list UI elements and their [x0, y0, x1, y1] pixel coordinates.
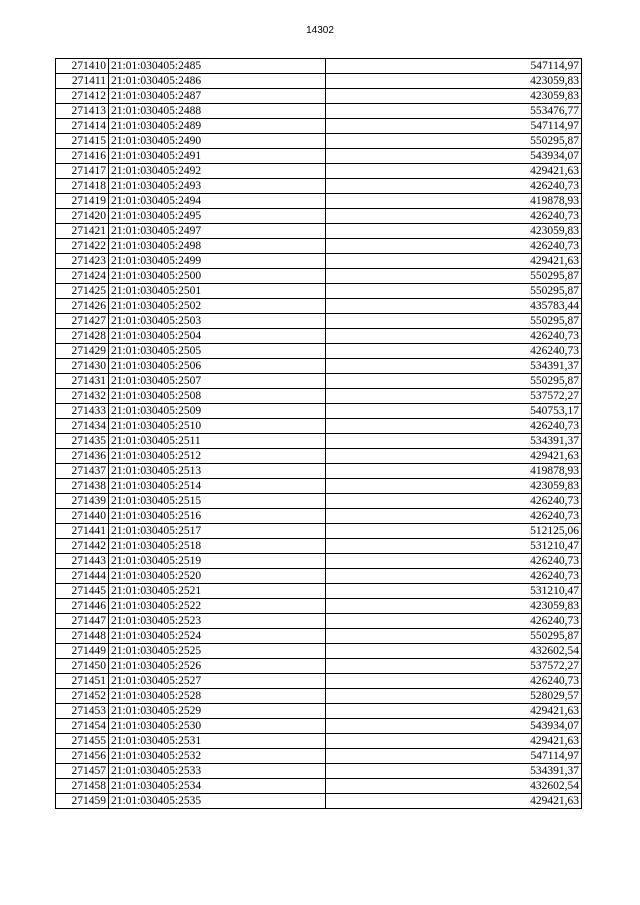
cadastral-number-cell: 21:01:030405:2530: [109, 719, 326, 734]
table-row: [56, 644, 582, 659]
table-row: [56, 89, 582, 104]
cadastral-number-cell: 21:01:030405:2525: [109, 644, 326, 659]
value-cell: 543934,07: [326, 719, 582, 734]
table-row: [56, 329, 582, 344]
table-row: [56, 509, 582, 524]
value-cell: 531210,47: [326, 584, 582, 599]
table-row: [56, 794, 582, 809]
value-cell: 426240,73: [326, 494, 582, 509]
table-row: [56, 434, 582, 449]
row-number-cell: 271455: [56, 734, 109, 749]
cadastral-number-cell: 21:01:030405:2531: [109, 734, 326, 749]
cadastral-number-cell: 21:01:030405:2504: [109, 329, 326, 344]
table-row: [56, 374, 582, 389]
table-row: [56, 344, 582, 359]
cadastral-number-cell: 21:01:030405:2492: [109, 164, 326, 179]
cadastral-number-cell: 21:01:030405:2510: [109, 419, 326, 434]
table-row: [56, 659, 582, 674]
value-cell: 540753,17: [326, 404, 582, 419]
row-number-cell: 271415: [56, 134, 109, 149]
cadastral-number-cell: 21:01:030405:2505: [109, 344, 326, 359]
table-row: [56, 569, 582, 584]
row-number-cell: 271442: [56, 539, 109, 554]
value-cell: 537572,27: [326, 659, 582, 674]
table-row: [56, 389, 582, 404]
table-row: [56, 704, 582, 719]
value-cell: 426240,73: [326, 419, 582, 434]
cadastral-number-cell: 21:01:030405:2522: [109, 599, 326, 614]
cadastral-number-cell: 21:01:030405:2519: [109, 554, 326, 569]
cadastral-number-cell: 21:01:030405:2514: [109, 479, 326, 494]
cadastral-number-cell: 21:01:030405:2491: [109, 149, 326, 164]
table-row: [56, 299, 582, 314]
value-cell: 550295,87: [326, 134, 582, 149]
value-cell: 550295,87: [326, 314, 582, 329]
cadastral-number-cell: 21:01:030405:2533: [109, 764, 326, 779]
row-number-cell: 271410: [56, 59, 109, 74]
cadastral-number-cell: 21:01:030405:2486: [109, 74, 326, 89]
value-cell: 537572,27: [326, 389, 582, 404]
row-number-cell: 271416: [56, 149, 109, 164]
cadastral-number-cell: 21:01:030405:2499: [109, 254, 326, 269]
cadastral-number-cell: 21:01:030405:2517: [109, 524, 326, 539]
cadastral-number-cell: 21:01:030405:2488: [109, 104, 326, 119]
row-number-cell: 271413: [56, 104, 109, 119]
row-number-cell: 271440: [56, 509, 109, 524]
table-row: [56, 629, 582, 644]
value-cell: 429421,63: [326, 449, 582, 464]
table-row: [56, 359, 582, 374]
value-cell: 534391,37: [326, 764, 582, 779]
row-number-cell: 271418: [56, 179, 109, 194]
value-cell: 534391,37: [326, 434, 582, 449]
value-cell: 429421,63: [326, 704, 582, 719]
cadastral-number-cell: 21:01:030405:2526: [109, 659, 326, 674]
table-row: [56, 779, 582, 794]
table-row: [56, 674, 582, 689]
value-cell: 432602,54: [326, 779, 582, 794]
value-cell: 426240,73: [326, 614, 582, 629]
table-row: [56, 314, 582, 329]
cadastral-number-cell: 21:01:030405:2521: [109, 584, 326, 599]
value-cell: 432602,54: [326, 644, 582, 659]
table-row: [56, 179, 582, 194]
table-row: [56, 254, 582, 269]
cadastral-number-cell: 21:01:030405:2534: [109, 779, 326, 794]
row-number-cell: 271412: [56, 89, 109, 104]
cadastral-number-cell: 21:01:030405:2515: [109, 494, 326, 509]
row-number-cell: 271439: [56, 494, 109, 509]
row-number-cell: 271453: [56, 704, 109, 719]
value-cell: 426240,73: [326, 569, 582, 584]
value-cell: 550295,87: [326, 629, 582, 644]
row-number-cell: 271423: [56, 254, 109, 269]
table-row: [56, 149, 582, 164]
row-number-cell: 271441: [56, 524, 109, 539]
row-number-cell: 271447: [56, 614, 109, 629]
row-number-cell: 271433: [56, 404, 109, 419]
row-number-cell: 271446: [56, 599, 109, 614]
table-row: [56, 494, 582, 509]
table-row: [56, 59, 582, 74]
table-row: [56, 194, 582, 209]
table-row: [56, 749, 582, 764]
table-row: [56, 554, 582, 569]
cadastral-number-cell: 21:01:030405:2506: [109, 359, 326, 374]
cadastral-number-cell: 21:01:030405:2524: [109, 629, 326, 644]
row-number-cell: 271457: [56, 764, 109, 779]
row-number-cell: 271432: [56, 389, 109, 404]
row-number-cell: 271420: [56, 209, 109, 224]
table-row: [56, 464, 582, 479]
table-row: [56, 719, 582, 734]
row-number-cell: 271449: [56, 644, 109, 659]
cadastral-number-cell: 21:01:030405:2500: [109, 269, 326, 284]
row-number-cell: 271448: [56, 629, 109, 644]
table-row: [56, 599, 582, 614]
row-number-cell: 271431: [56, 374, 109, 389]
table-row: [56, 689, 582, 704]
cadastral-number-cell: 21:01:030405:2494: [109, 194, 326, 209]
value-cell: 435783,44: [326, 299, 582, 314]
cadastral-number-cell: 21:01:030405:2511: [109, 434, 326, 449]
value-cell: 550295,87: [326, 374, 582, 389]
cadastral-number-cell: 21:01:030405:2523: [109, 614, 326, 629]
row-number-cell: 271437: [56, 464, 109, 479]
table-row: [56, 134, 582, 149]
table-row: [56, 119, 582, 134]
row-number-cell: 271411: [56, 74, 109, 89]
table-row: [56, 539, 582, 554]
value-cell: 553476,77: [326, 104, 582, 119]
row-number-cell: 271421: [56, 224, 109, 239]
cadastral-number-cell: 21:01:030405:2498: [109, 239, 326, 254]
row-number-cell: 271424: [56, 269, 109, 284]
row-number-cell: 271422: [56, 239, 109, 254]
table-row: [56, 209, 582, 224]
registry-table-body: [56, 59, 582, 809]
value-cell: 426240,73: [326, 239, 582, 254]
cadastral-number-cell: 21:01:030405:2529: [109, 704, 326, 719]
value-cell: 426240,73: [326, 179, 582, 194]
cadastral-number-cell: 21:01:030405:2520: [109, 569, 326, 584]
value-cell: 426240,73: [326, 329, 582, 344]
page-number: 14302: [306, 25, 334, 36]
table-row: [56, 404, 582, 419]
value-cell: 426240,73: [326, 509, 582, 524]
table-row: [56, 104, 582, 119]
value-cell: 547114,97: [326, 59, 582, 74]
row-number-cell: 271458: [56, 779, 109, 794]
table-row: [56, 479, 582, 494]
row-number-cell: 271427: [56, 314, 109, 329]
value-cell: 419878,93: [326, 194, 582, 209]
value-cell: 426240,73: [326, 674, 582, 689]
row-number-cell: 271445: [56, 584, 109, 599]
value-cell: 547114,97: [326, 749, 582, 764]
value-cell: 426240,73: [326, 554, 582, 569]
row-number-cell: 271450: [56, 659, 109, 674]
cadastral-number-cell: 21:01:030405:2490: [109, 134, 326, 149]
registry-table: [55, 58, 582, 809]
row-number-cell: 271454: [56, 719, 109, 734]
table-row: [56, 524, 582, 539]
cadastral-number-cell: 21:01:030405:2495: [109, 209, 326, 224]
row-number-cell: 271430: [56, 359, 109, 374]
cadastral-number-cell: 21:01:030405:2487: [109, 89, 326, 104]
row-number-cell: 271425: [56, 284, 109, 299]
value-cell: 419878,93: [326, 464, 582, 479]
table-row: [56, 284, 582, 299]
table-row: [56, 269, 582, 284]
cadastral-number-cell: 21:01:030405:2485: [109, 59, 326, 74]
cadastral-number-cell: 21:01:030405:2501: [109, 284, 326, 299]
value-cell: 534391,37: [326, 359, 582, 374]
value-cell: 423059,83: [326, 224, 582, 239]
table-row: [56, 239, 582, 254]
value-cell: 423059,83: [326, 89, 582, 104]
row-number-cell: 271438: [56, 479, 109, 494]
cadastral-number-cell: 21:01:030405:2513: [109, 464, 326, 479]
table-row: [56, 584, 582, 599]
table-row: [56, 224, 582, 239]
cadastral-number-cell: 21:01:030405:2507: [109, 374, 326, 389]
row-number-cell: 271456: [56, 749, 109, 764]
table-row: [56, 764, 582, 779]
value-cell: 426240,73: [326, 209, 582, 224]
value-cell: 543934,07: [326, 149, 582, 164]
table-row: [56, 74, 582, 89]
value-cell: 423059,83: [326, 74, 582, 89]
row-number-cell: 271435: [56, 434, 109, 449]
value-cell: 528029,57: [326, 689, 582, 704]
row-number-cell: 271459: [56, 794, 109, 809]
row-number-cell: 271452: [56, 689, 109, 704]
cadastral-number-cell: 21:01:030405:2493: [109, 179, 326, 194]
value-cell: 429421,63: [326, 794, 582, 809]
value-cell: 423059,83: [326, 599, 582, 614]
cadastral-number-cell: 21:01:030405:2535: [109, 794, 326, 809]
row-number-cell: 271443: [56, 554, 109, 569]
value-cell: 550295,87: [326, 284, 582, 299]
row-number-cell: 271429: [56, 344, 109, 359]
row-number-cell: 271444: [56, 569, 109, 584]
row-number-cell: 271428: [56, 329, 109, 344]
cadastral-number-cell: 21:01:030405:2512: [109, 449, 326, 464]
table-row: [56, 419, 582, 434]
value-cell: 426240,73: [326, 344, 582, 359]
cadastral-number-cell: 21:01:030405:2497: [109, 224, 326, 239]
row-number-cell: 271434: [56, 419, 109, 434]
value-cell: 531210,47: [326, 539, 582, 554]
cadastral-number-cell: 21:01:030405:2528: [109, 689, 326, 704]
value-cell: 550295,87: [326, 269, 582, 284]
cadastral-number-cell: 21:01:030405:2503: [109, 314, 326, 329]
value-cell: 429421,63: [326, 164, 582, 179]
table-row: [56, 449, 582, 464]
cadastral-number-cell: 21:01:030405:2509: [109, 404, 326, 419]
value-cell: 423059,83: [326, 479, 582, 494]
cadastral-number-cell: 21:01:030405:2489: [109, 119, 326, 134]
table-row: [56, 614, 582, 629]
row-number-cell: 271451: [56, 674, 109, 689]
table-row: [56, 164, 582, 179]
cadastral-number-cell: 21:01:030405:2532: [109, 749, 326, 764]
value-cell: 429421,63: [326, 254, 582, 269]
cadastral-number-cell: 21:01:030405:2518: [109, 539, 326, 554]
row-number-cell: 271436: [56, 449, 109, 464]
row-number-cell: 271419: [56, 194, 109, 209]
value-cell: 512125,06: [326, 524, 582, 539]
row-number-cell: 271414: [56, 119, 109, 134]
value-cell: 547114,97: [326, 119, 582, 134]
cadastral-number-cell: 21:01:030405:2527: [109, 674, 326, 689]
cadastral-number-cell: 21:01:030405:2508: [109, 389, 326, 404]
cadastral-number-cell: 21:01:030405:2502: [109, 299, 326, 314]
table-row: [56, 734, 582, 749]
value-cell: 429421,63: [326, 734, 582, 749]
row-number-cell: 271417: [56, 164, 109, 179]
row-number-cell: 271426: [56, 299, 109, 314]
cadastral-number-cell: 21:01:030405:2516: [109, 509, 326, 524]
